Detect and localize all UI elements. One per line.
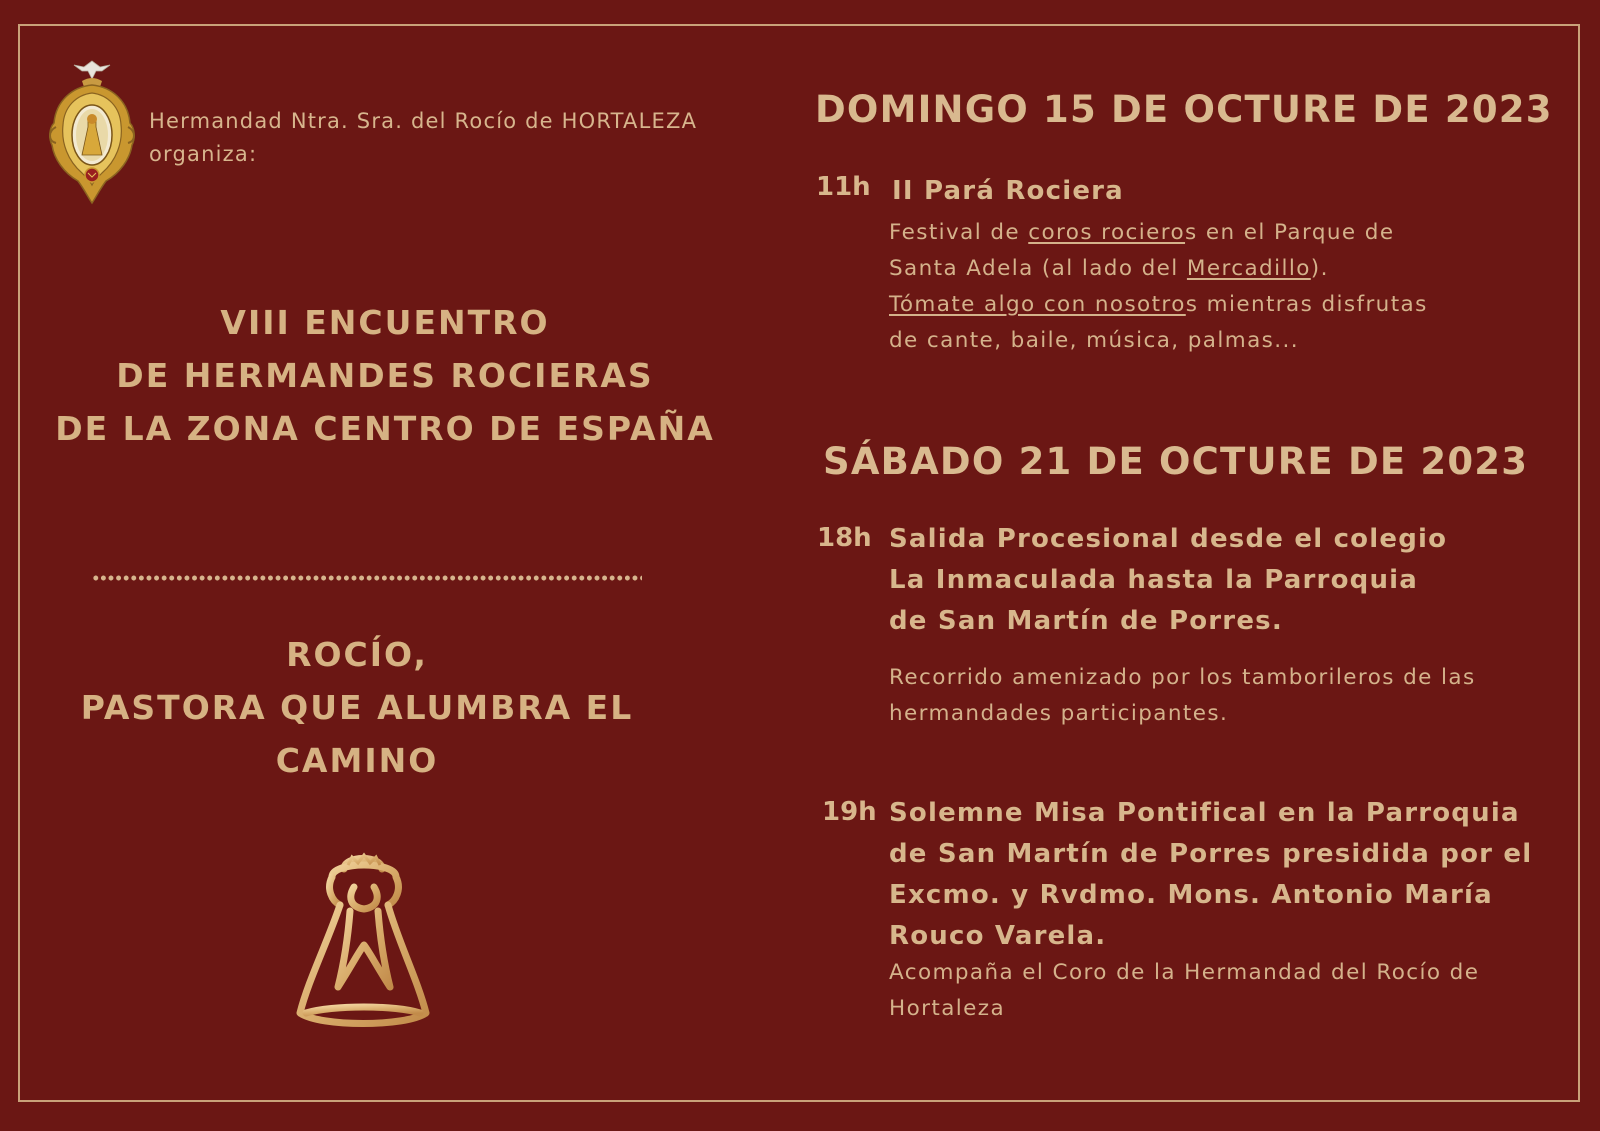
title-line-2: DE HERMANDES ROCIERAS: [116, 356, 654, 395]
motto-line-1: ROCÍO,: [286, 635, 428, 674]
title-line-1: VIII ENCUENTRO: [220, 303, 550, 342]
desc-text: s en el Parque de: [1185, 220, 1395, 245]
virgen-rocio-outline-icon: [292, 845, 436, 1037]
event2-title-line-4: Rouco Varela.: [889, 921, 1107, 951]
day1-desc-line-4: de cante, baile, música, palmas...: [889, 328, 1299, 353]
day1-date: DOMINGO 15 DE OCTURE DE 2023: [815, 88, 1553, 131]
day2-event1-desc: [889, 660, 1569, 732]
hermandad-crest-icon: [44, 57, 140, 207]
event1-desc-line-2: hermandades participantes.: [889, 701, 1229, 726]
event1-title-line-3: de San Martín de Porres.: [889, 606, 1283, 636]
motto: [42, 628, 672, 787]
day1-event-desc: [889, 215, 1549, 359]
day2-event2-desc: [889, 955, 1579, 1027]
event2-desc-line-2: Hortaleza: [889, 996, 1006, 1021]
title-line-3: DE LA ZONA CENTRO DE ESPAÑA: [55, 409, 715, 448]
day1-desc-line-3: [889, 287, 1549, 323]
motto-line-2: PASTORA QUE ALUMBRA EL: [80, 688, 634, 727]
event2-desc-line-1: Acompaña el Coro de la Hermandad del Rocío de: [889, 960, 1480, 985]
event2-title-line-2: de San Martín de Porres presidida por el: [889, 839, 1533, 869]
desc-text: Santa Adela (al lado del: [889, 256, 1187, 281]
day2-event1-title: [889, 519, 1569, 642]
desc-text: s mientras disfrutas: [1185, 292, 1428, 317]
organizer-line-2: organiza:: [149, 142, 258, 166]
motto-line-3: CAMINO: [275, 741, 439, 780]
underlined-text: coros rociero: [1028, 220, 1186, 245]
day2-event1-time: 18h: [817, 523, 872, 553]
desc-text: Festival de: [889, 220, 1029, 245]
dotted-divider: [92, 575, 642, 581]
organizer-line-1: Hermandad Ntra. Sra. del Rocío de HORTALEZA: [149, 109, 698, 133]
day1-desc-line-2: [889, 251, 1549, 287]
event1-title-line-2: La Inmaculada hasta la Parroquia: [889, 565, 1419, 595]
day2-date: SÁBADO 21 DE OCTURE DE 2023: [823, 440, 1529, 483]
event2-title-line-1: Solemne Misa Pontifical en la Parroquia: [889, 798, 1520, 828]
desc-text: ).: [1310, 256, 1329, 281]
day2-event2-time: 19h: [822, 797, 877, 827]
day1-event-title: II Pará Rociera: [892, 176, 1124, 206]
organizer-text: [149, 105, 749, 171]
underlined-text: Tómate algo con nosotro: [889, 292, 1186, 317]
day2-event2-title: [889, 793, 1579, 957]
day1-event-time: 11h: [816, 172, 871, 202]
event-title: [30, 296, 740, 455]
day1-desc-line-1: [889, 215, 1549, 251]
event1-desc-line-1: Recorrido amenizado por los tamborileros de las: [889, 665, 1476, 690]
event2-title-line-3: Excmo. y Rvdmo. Mons. Antonio María: [889, 880, 1493, 910]
event1-title-line-1: Salida Procesional desde el colegio: [889, 524, 1448, 554]
underlined-text: Mercadillo: [1186, 256, 1311, 281]
